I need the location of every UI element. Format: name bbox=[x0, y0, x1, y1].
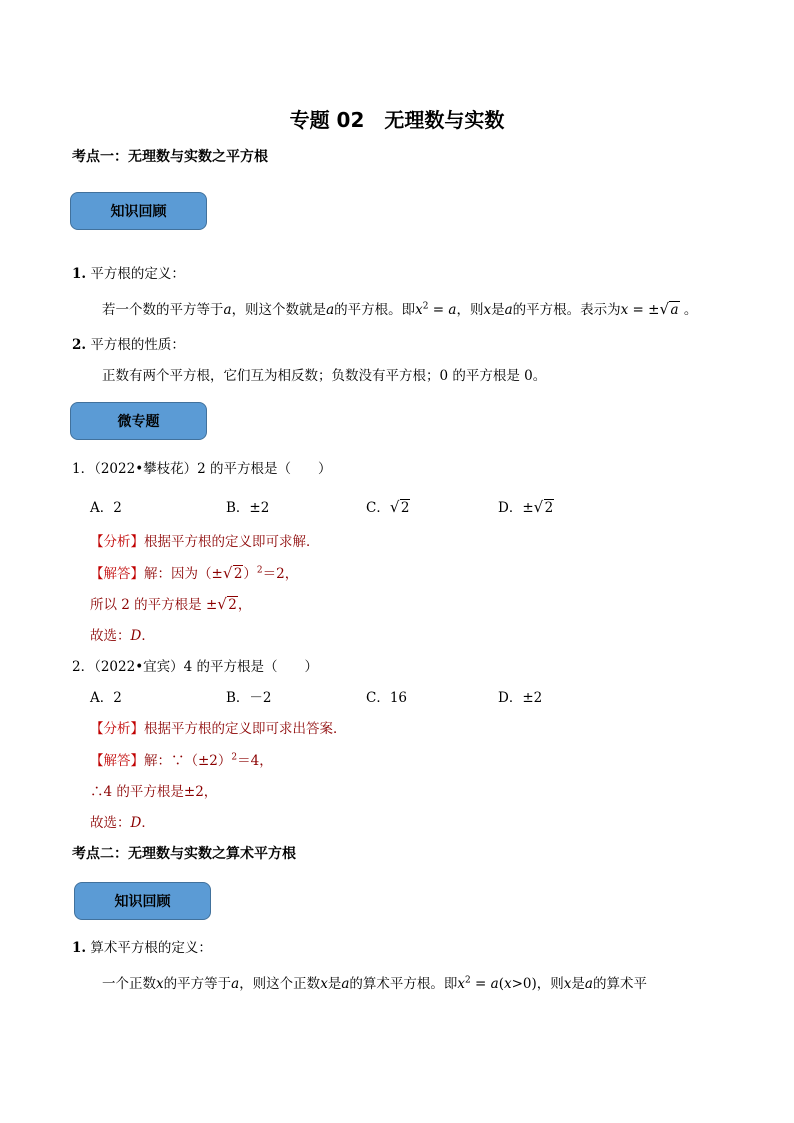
q2-answer-line-2: ∴4 的平方根是±2， bbox=[90, 784, 218, 800]
q1-answer-line-2: 所以 2 的平方根是 ±√ 2， bbox=[90, 593, 251, 613]
page-title: 专题 02 无理数与实数 bbox=[289, 108, 505, 132]
q2-analysis: 【分析】根据平方根的定义即可求出答案． bbox=[90, 721, 347, 737]
q2-option-a: A．2 bbox=[90, 690, 122, 706]
question-1-stem: 1．（2022•攀枝花）2 的平方根是（ ） bbox=[72, 461, 332, 477]
q1-option-d: D．±√ 2 bbox=[498, 496, 554, 516]
q1-choice: 故选：D． bbox=[90, 628, 155, 644]
q1-answer: 【解答】解：因为（±√ 2）$^2$＝2， bbox=[90, 562, 298, 582]
q1-option-c: C．√ 2 bbox=[366, 496, 410, 516]
q2-option-c: C．16 bbox=[366, 690, 408, 706]
definition-1-body: 若一个数的平方等于a，则这个数就是a的平方根。即$x^2 = a$，则x是a的平方根。表示为x = ±√ a 。 bbox=[102, 298, 697, 318]
section-heading-2: 考点二：无理数与实数之算术平方根 bbox=[72, 846, 296, 862]
definition-1-heading: 1. 平方根的定义： bbox=[72, 266, 185, 282]
q2-option-d: D．±2 bbox=[498, 690, 543, 706]
section-heading-1: 考点一：无理数与实数之平方根 bbox=[72, 149, 268, 165]
question-2-stem: 2．（2022•宜宾）4 的平方根是（ ） bbox=[72, 659, 319, 675]
q1-option-a: A．2 bbox=[90, 500, 122, 516]
knowledge-review-badge-2: 知识回顾 bbox=[74, 882, 211, 920]
definition-3-body: 一个正数x的平方等于a，则这个正数x是a的算术平方根。即$x^2 = a(x>0)$，则x是a的算术平 bbox=[102, 975, 647, 992]
definition-3-heading: 1. 算术平方根的定义： bbox=[72, 940, 212, 956]
q1-analysis: 【分析】根据平方根的定义即可求解． bbox=[90, 534, 320, 550]
q2-answer: 【解答】解：$\because(\pm 2)^2=4$， bbox=[90, 752, 273, 769]
micro-topic-badge: 微专题 bbox=[70, 402, 207, 440]
q2-choice: 故选：D． bbox=[90, 815, 155, 831]
q1-option-b: B．±2 bbox=[226, 500, 270, 516]
q2-option-b: B．－2 bbox=[226, 690, 272, 706]
knowledge-review-badge: 知识回顾 bbox=[70, 192, 207, 230]
definition-2-body: 正数有两个平方根，它们互为相反数；负数没有平方根；0 的平方根是 0。 bbox=[102, 368, 547, 384]
definition-2-heading: 2. 平方根的性质： bbox=[72, 337, 185, 353]
